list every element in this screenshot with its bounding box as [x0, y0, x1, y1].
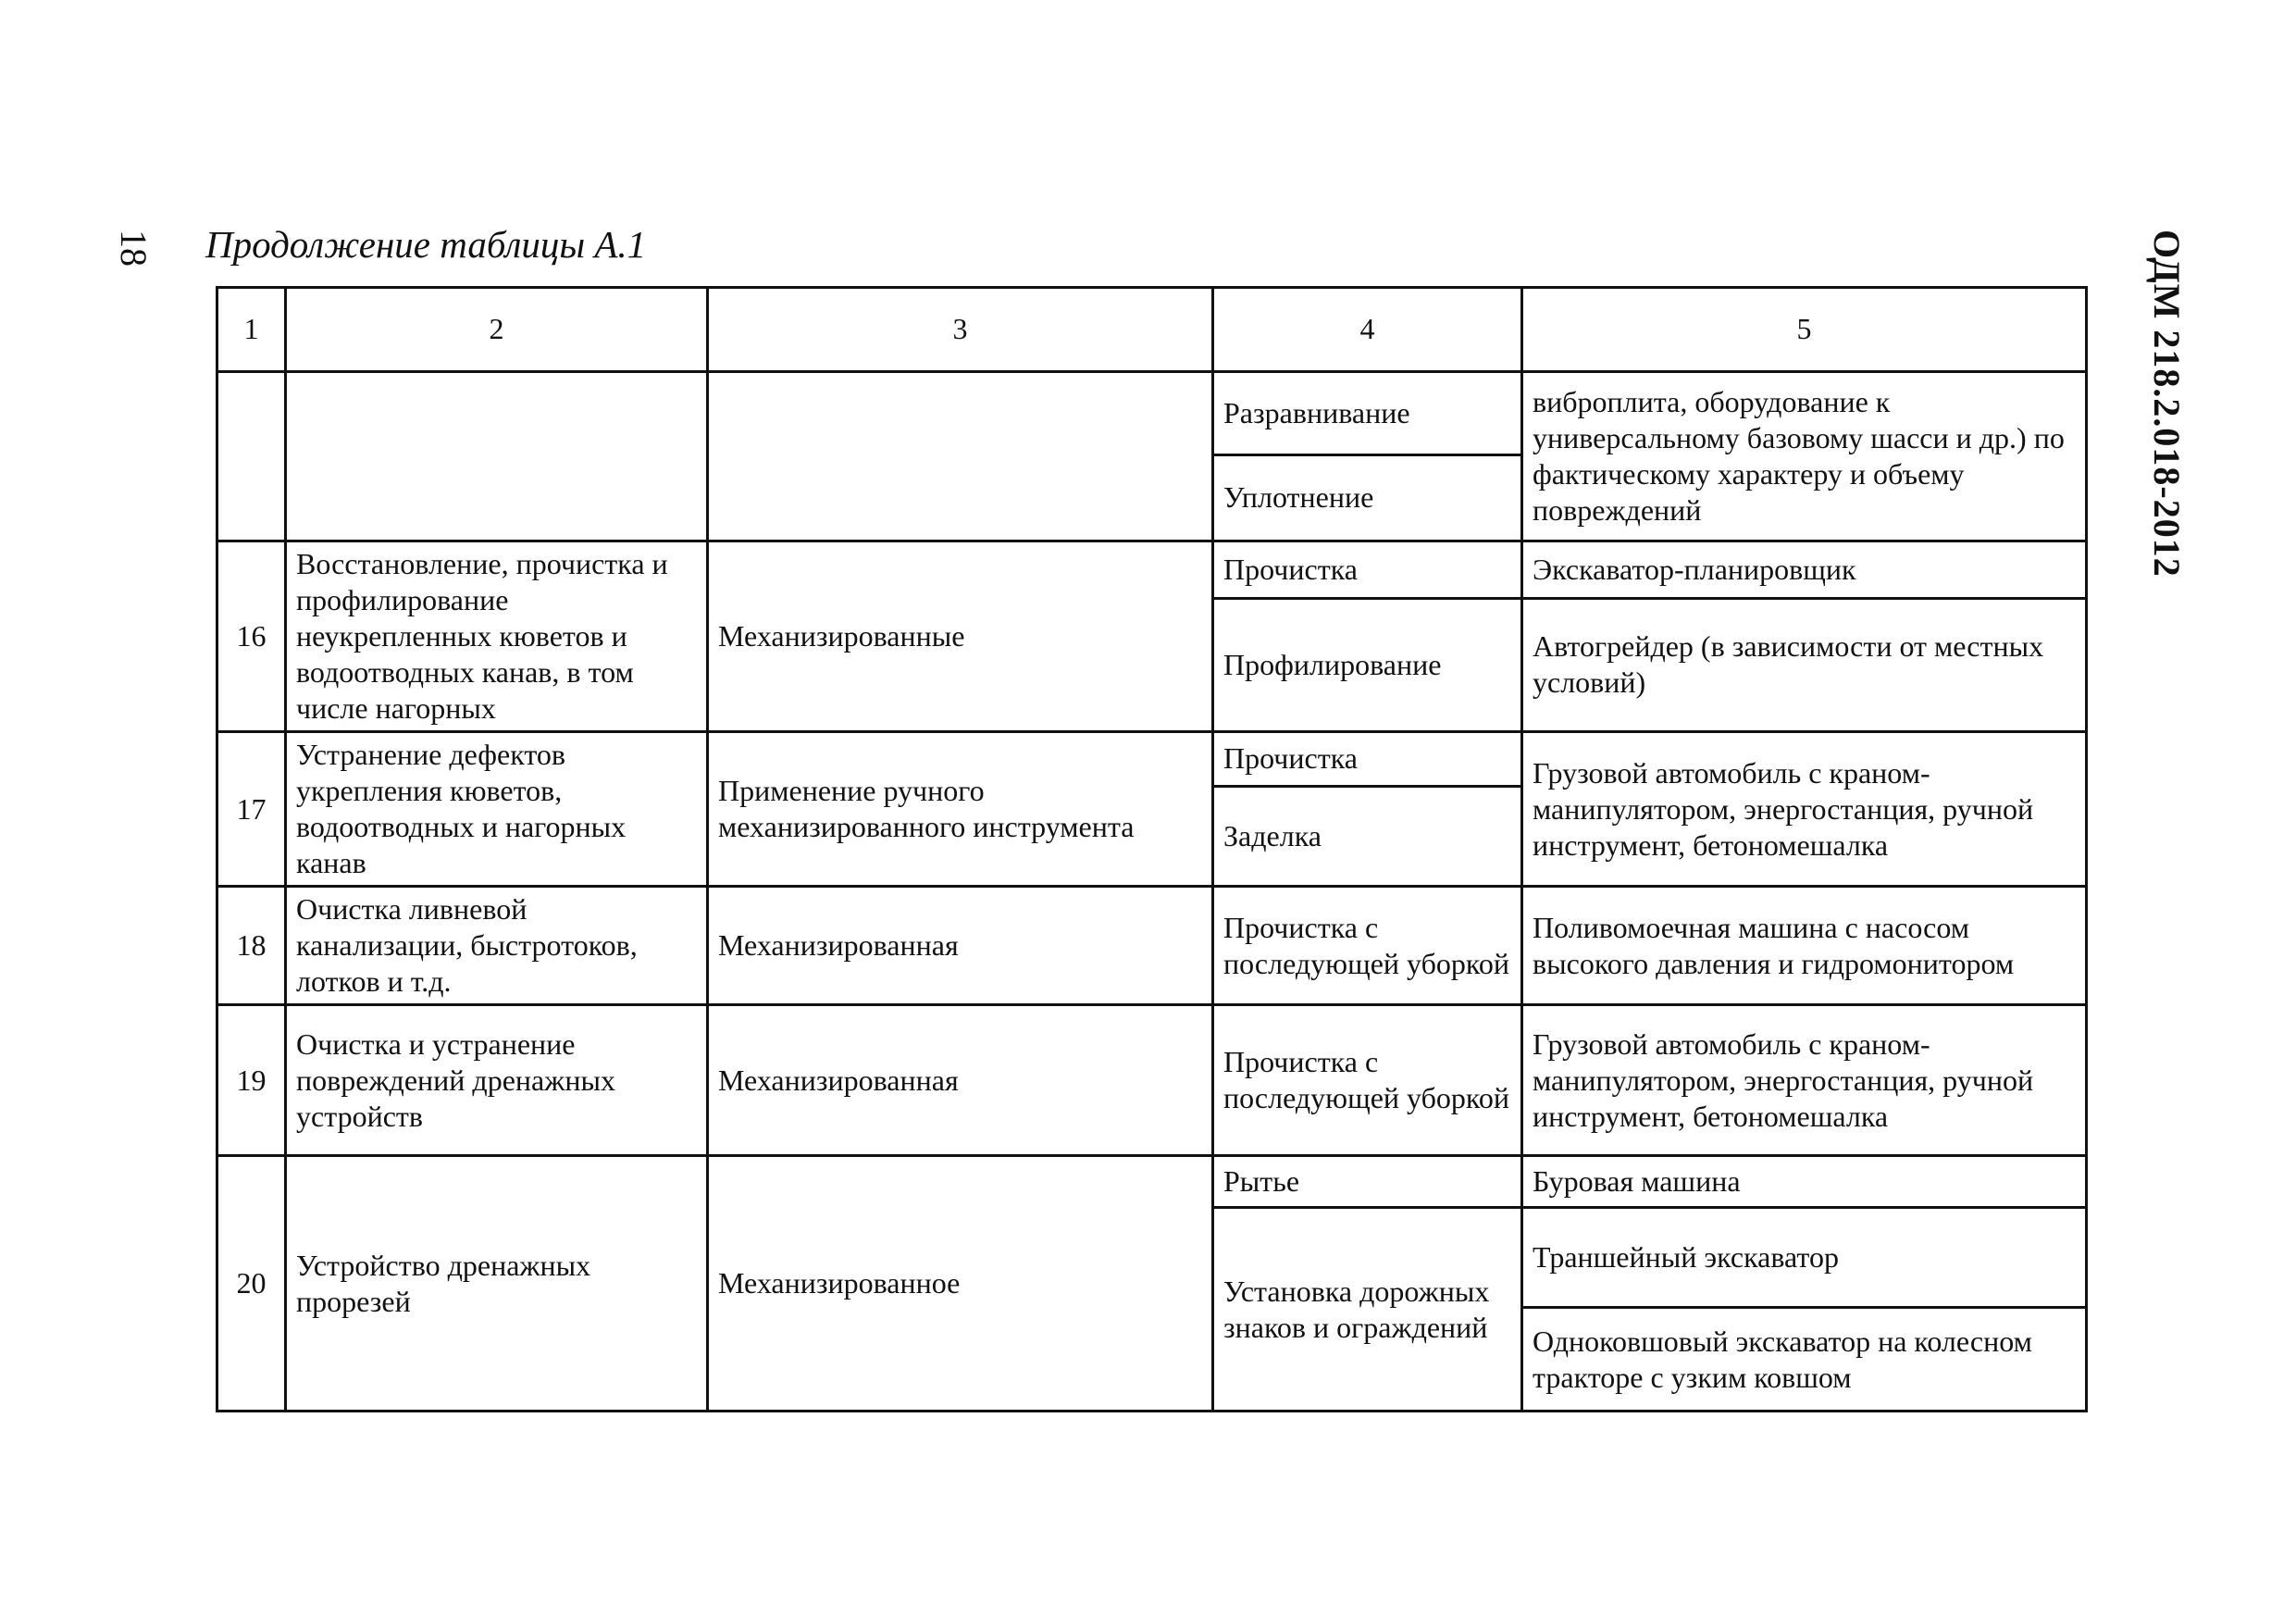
document-code: ОДМ 218.2.018-2012: [2146, 230, 2188, 578]
method-cell: Механизированное: [708, 1156, 1213, 1412]
equipment-cell: Автогрейдер (в зависимости от местных условий): [1522, 598, 2087, 732]
method-cell: [708, 372, 1213, 541]
operation-cell: Прочистка с последующей уборкой: [1213, 1005, 1522, 1156]
column-header: 3: [708, 288, 1213, 372]
equipment-cell: Грузовой автомобиль с краном-манипулятором, энергостанция, ручной инструмент, бетономешалка: [1522, 1005, 2087, 1156]
work-cell: Очистка ливневой канализации, быстротоков, лотков и т.д.: [286, 887, 708, 1005]
table-row: [217, 732, 2087, 787]
operation-cell: Рытье: [1213, 1156, 1522, 1208]
work-cell: Устройство дренажных прорезей: [286, 1156, 708, 1412]
equipment-cell: Экскаватор-планировщик: [1522, 541, 2087, 599]
row-number-cell: 18: [217, 887, 286, 1005]
method-cell: Механизированные: [708, 541, 1213, 732]
table-row: [217, 887, 2087, 1005]
row-number-cell: 17: [217, 732, 286, 887]
column-header: 2: [286, 288, 708, 372]
operation-cell: Уплотнение: [1213, 455, 1522, 541]
work-cell: Восстановление, прочистка и профилирование неукрепленных кюветов и водоотводных канав, в том числе нагорных: [286, 541, 708, 732]
equipment-cell: Буровая машина: [1522, 1156, 2087, 1208]
column-header: 1: [217, 288, 286, 372]
table-row: [217, 1156, 2087, 1208]
table-row: [217, 541, 2087, 599]
operation-cell: Разравнивание: [1213, 372, 1522, 455]
equipment-cell: Траншейный экскаватор: [1522, 1208, 2087, 1308]
row-number-cell: 19: [217, 1005, 286, 1156]
method-cell: Механизированная: [708, 887, 1213, 1005]
equipment-cell: виброплита, оборудование к универсальному базовому шасси и др.) по фактическому характеру и объему повреждений: [1522, 372, 2087, 541]
main-table: [216, 286, 2088, 1412]
page-number: 18: [113, 230, 155, 267]
equipment-cell: Грузовой автомобиль с краном-манипулятором, энергостанция, ручной инструмент, бетономешалка: [1522, 732, 2087, 887]
row-number-cell: 20: [217, 1156, 286, 1412]
operation-cell: Профилирование: [1213, 598, 1522, 732]
row-number-cell: 16: [217, 541, 286, 732]
column-header: 4: [1213, 288, 1522, 372]
method-cell: Применение ручного механизированного инструмента: [708, 732, 1213, 887]
work-cell: Очистка и устранение повреждений дренажных устройств: [286, 1005, 708, 1156]
method-cell: Механизированная: [708, 1005, 1213, 1156]
work-cell: Устранение дефектов укрепления кюветов, водоотводных и нагорных канав: [286, 732, 708, 887]
work-cell: [286, 372, 708, 541]
equipment-cell: Одноковшовый экскаватор на колесном тракторе с узким ковшом: [1522, 1308, 2087, 1412]
table-row: [217, 372, 2087, 455]
operation-cell: Установка дорожных знаков и ограждений: [1213, 1208, 1522, 1412]
equipment-cell: Поливомоечная машина с насосом высокого давления и гидромонитором: [1522, 887, 2087, 1005]
table-row: [217, 1005, 2087, 1156]
operation-cell: Прочистка с последующей уборкой: [1213, 887, 1522, 1005]
column-header: 5: [1522, 288, 2087, 372]
operation-cell: Заделка: [1213, 786, 1522, 887]
table-caption: Продолжение таблицы А.1: [205, 223, 647, 266]
table-header-row: [217, 288, 2087, 372]
operation-cell: Прочистка: [1213, 541, 1522, 599]
operation-cell: Прочистка: [1213, 732, 1522, 787]
row-number-cell: [217, 372, 286, 541]
